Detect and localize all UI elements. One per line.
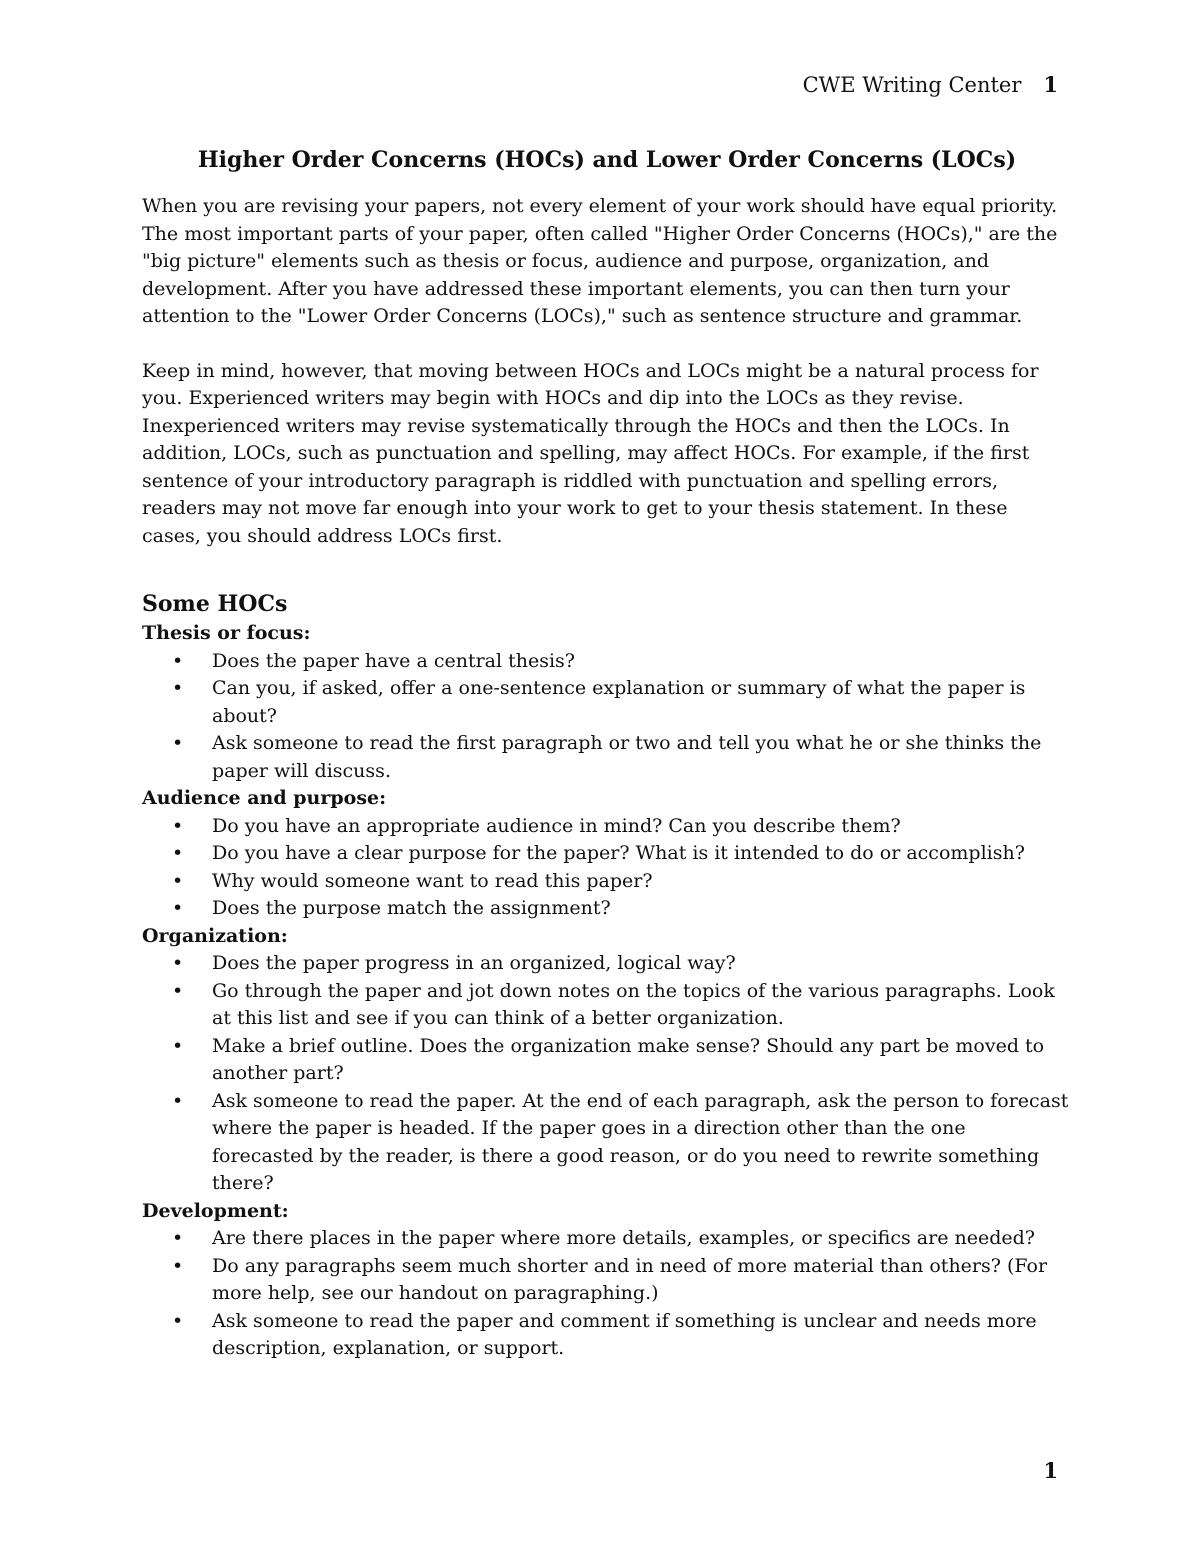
bullet-list-audience — [142, 813, 1072, 923]
list-item-text: Go through the paper and jot down notes on the topics of the various paragraphs. Look at this list and see if you can think of a better organization. — [212, 979, 1055, 1029]
bullet-icon: • — [172, 814, 184, 837]
bullet-list-thesis — [142, 648, 1072, 786]
section-audience — [142, 785, 1072, 923]
list-item — [142, 978, 1072, 1033]
section-organization — [142, 923, 1072, 1198]
page-header — [803, 72, 1058, 97]
list-item — [142, 1308, 1072, 1363]
list-item-text: Ask someone to read the paper. At the end of each paragraph, ask the person to forecast where the paper is headed. If the paper goes in a direction other than the one forecasted by the reader, is there a good reason, or do you need to rewrite something there? — [212, 1089, 1069, 1194]
document-title: Higher Order Concerns (HOCs) and Lower Order Concerns (LOCs) — [197, 147, 1017, 173]
list-item-text: Does the paper progress in an organized, logical way? — [212, 952, 736, 974]
bullet-list-development — [142, 1225, 1072, 1363]
bullet-icon: • — [172, 842, 184, 864]
list-item — [142, 895, 1072, 923]
list-item-text: Do any paragraphs seem much shorter and in need of more material than others? (For more help, see our handout on paragraphing.) — [212, 1254, 1048, 1304]
list-item-text: Ask someone to read the first paragraph or two and tell you what he or she thinks the paper will discuss. — [212, 732, 1042, 782]
list-item — [142, 868, 1072, 896]
subheading-audience: Audience and purpose: — [142, 787, 387, 809]
list-item — [142, 1033, 1072, 1088]
list-item — [142, 648, 1072, 676]
list-item-text: Does the paper have a central thesis? — [212, 649, 575, 672]
header-title: CWE Writing Center — [802, 73, 1022, 97]
list-item-text: Can you, if asked, offer a one-sentence explanation or summary of what the paper is about? — [212, 677, 1026, 727]
bullet-icon: • — [172, 1089, 184, 1112]
section-development — [142, 1198, 1072, 1363]
bullet-list-organization — [142, 950, 1072, 1198]
list-item-text: Are there places in the paper where more details, examples, or specifics are needed? — [212, 1227, 1035, 1249]
section-heading: Some HOCs — [142, 591, 288, 617]
list-item-text: Why would someone want to read this paper? — [212, 869, 653, 892]
bullet-icon: • — [172, 897, 184, 919]
intro-paragraph: When you are revising your papers, not every element of your work should have equal priority. The most important parts of your paper, often called "Higher Order Concerns (HOCs)," are the "big picture" elements such as thesis or focus, audience and purpose, organization, and development. After you have addressed these important elements, you can then turn your attention to the "Lower Order Concerns (LOCs)," such as sentence structure and grammar. — [142, 195, 1058, 327]
bullet-icon: • — [172, 952, 184, 974]
list-item — [142, 813, 1072, 841]
list-item — [142, 1088, 1072, 1198]
section-thesis — [142, 620, 1072, 785]
bullet-icon: • — [172, 1254, 184, 1277]
subheading-organization: Organization: — [142, 924, 288, 947]
bullet-icon: • — [172, 649, 184, 672]
bullet-icon: • — [172, 979, 184, 1002]
subheading-development: Development: — [142, 1199, 289, 1222]
subheading-thesis: Thesis or focus: — [142, 622, 311, 644]
footer-page-number: 1 — [1043, 1458, 1058, 1483]
bullet-icon: • — [172, 869, 184, 892]
list-item-text: Make a brief outline. Does the organization make sense? Should any part be moved to another part? — [212, 1034, 1045, 1084]
list-item — [142, 840, 1072, 868]
list-item-text: Do you have a clear purpose for the paper? What is it intended to do or accomplish? — [212, 842, 1025, 864]
bullet-icon: • — [172, 1034, 184, 1057]
list-item — [142, 1253, 1072, 1308]
list-item — [142, 950, 1072, 978]
second-paragraph: Keep in mind, however, that moving between HOCs and LOCs might be a natural process for you. Experienced writers may begin with HOCs and dip into the LOCs as they revise. Inexperienced writers may revise systematically through the HOCs and then the LOCs. In addition, LOCs, such as punctuation and spelling, may affect HOCs. For example, if the first sentence of your introductory paragraph is riddled with punctuation and spelling errors, readers may not move far enough into your work to get to your thesis statement. In these cases, you should address LOCs first. — [142, 359, 1039, 547]
list-item — [142, 730, 1072, 785]
bullet-icon: • — [172, 1227, 184, 1249]
list-item-text: Ask someone to read the paper and comment if something is unclear and needs more description, explanation, or support. — [212, 1309, 1037, 1359]
document-body — [142, 145, 1072, 1363]
bullet-icon: • — [172, 732, 184, 754]
header-page-number: 1 — [1043, 72, 1058, 97]
bullet-icon: • — [172, 677, 184, 699]
list-item — [142, 1225, 1072, 1253]
list-item-text: Do you have an appropriate audience in mind? Can you describe them? — [212, 814, 901, 837]
list-item — [142, 675, 1072, 730]
bullet-icon: • — [172, 1309, 184, 1332]
list-item-text: Does the purpose match the assignment? — [212, 897, 611, 919]
